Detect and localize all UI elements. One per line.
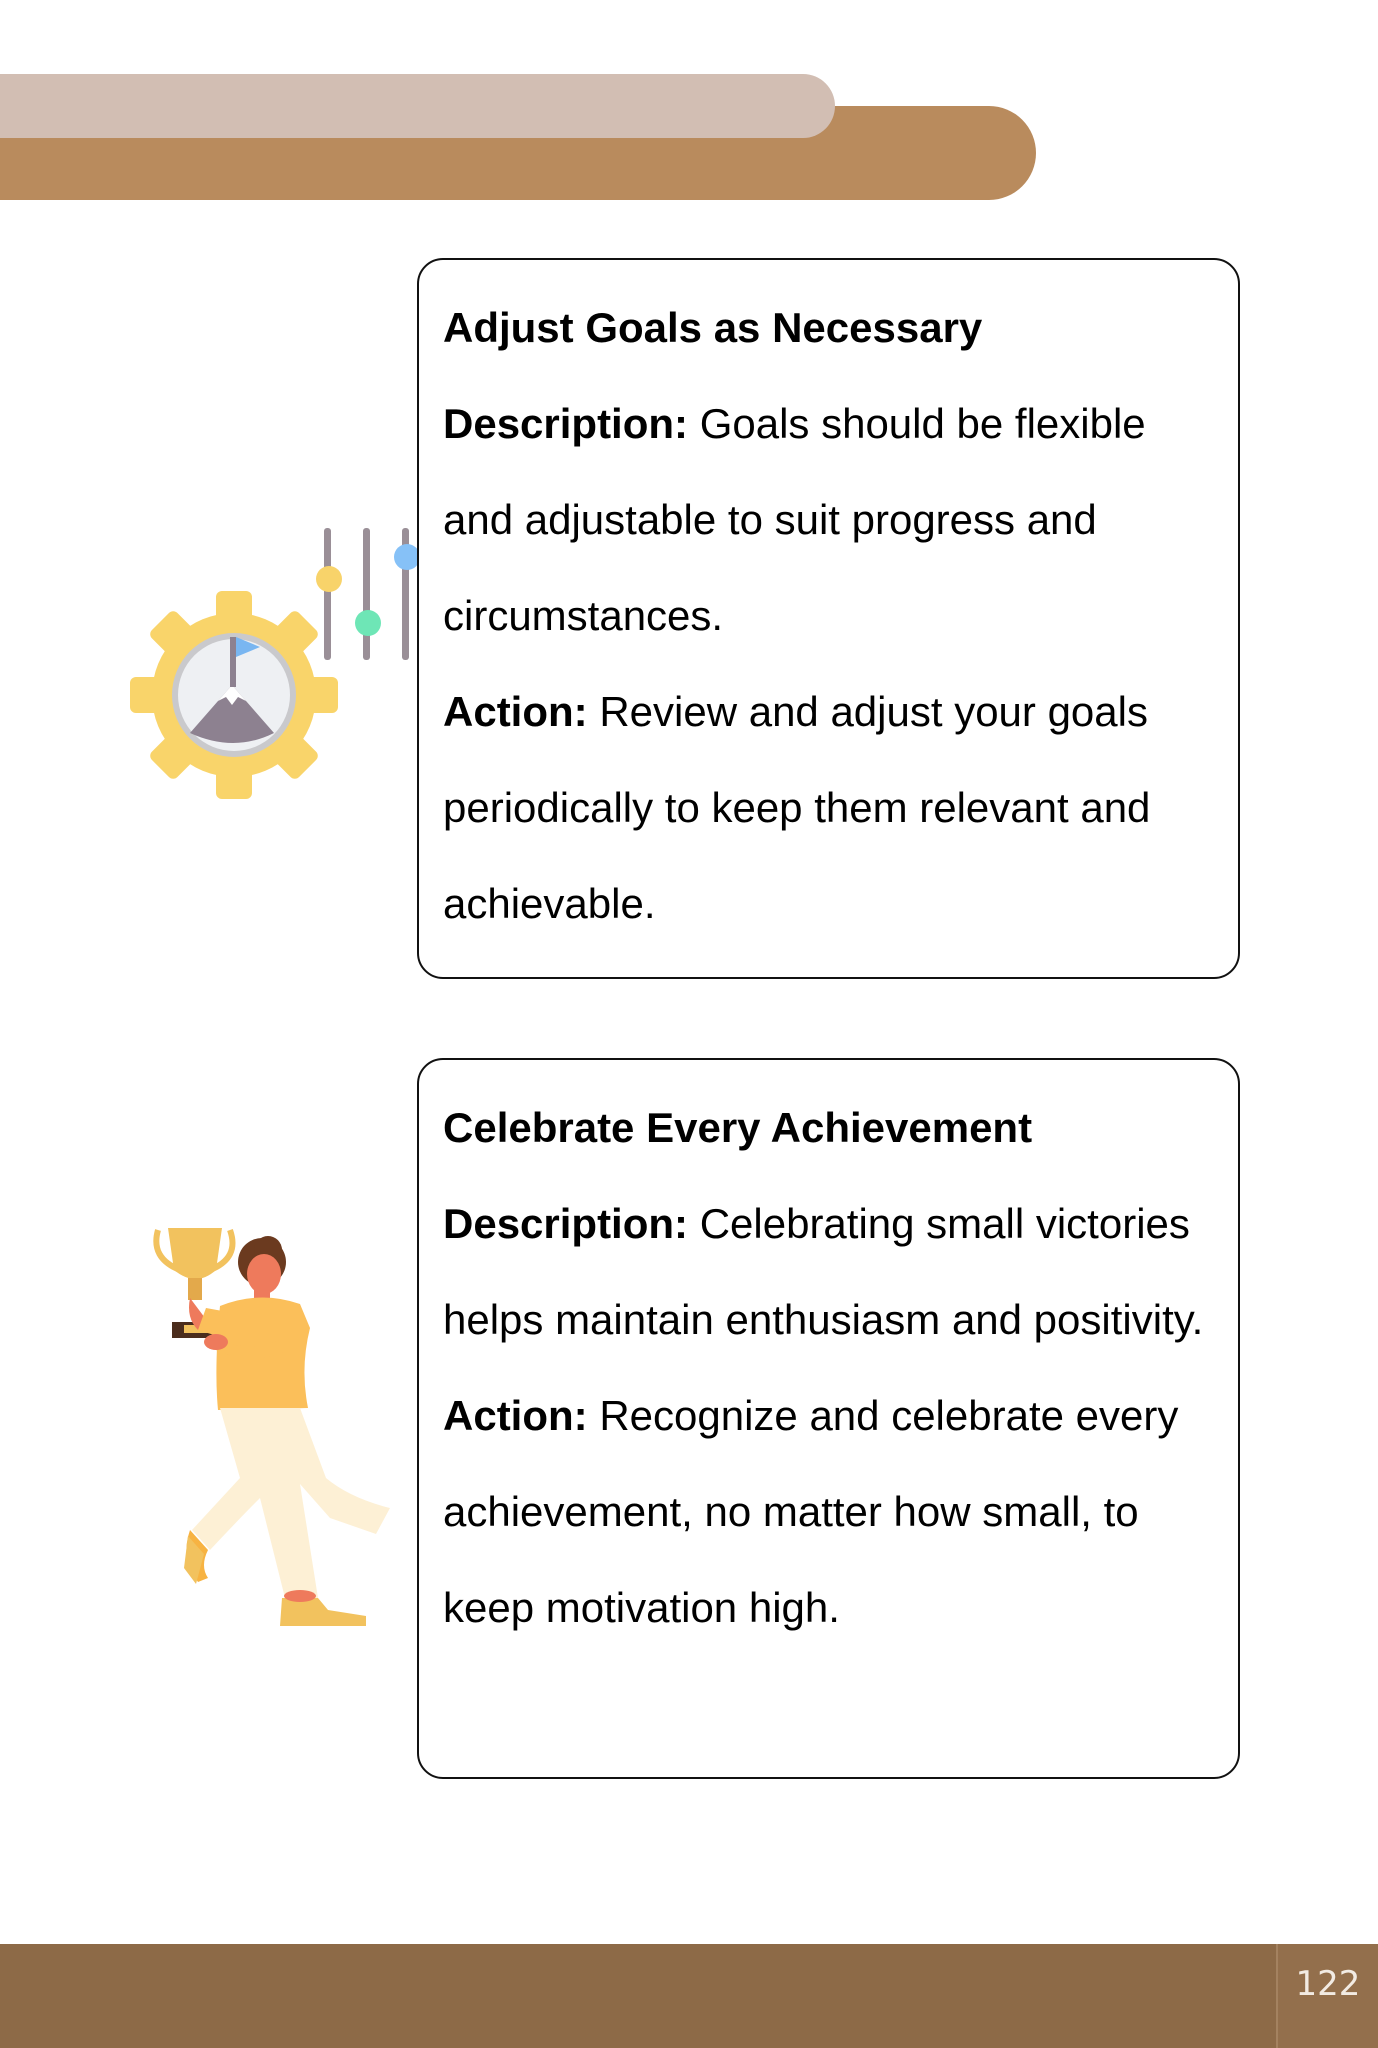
card-action [443, 1368, 1214, 1656]
card-title: Celebrate Every Achievement [443, 1104, 1033, 1151]
action-text: Review and adjust your goals periodically to keep them relevant and achievable. [443, 688, 1151, 927]
description-text: Goals should be flexible and adjustable to suit progress and circumstances. [443, 400, 1146, 639]
action-text: Recognize and celebrate every achievement, no matter how small, to keep motivation high. [443, 1392, 1179, 1631]
card-action [443, 664, 1214, 952]
description-label: Description: [443, 1200, 689, 1247]
action-label: Action: [443, 1392, 588, 1439]
header-bar-light [0, 74, 835, 138]
card-description [443, 1176, 1214, 1368]
card-celebrate-achievement [417, 1058, 1240, 1779]
description-text: Celebrating small victories helps maintain enthusiasm and positivity. [443, 1200, 1204, 1343]
goal-gear-sliders-icon [128, 520, 428, 800]
action-label: Action: [443, 688, 588, 735]
page-number: 122 [1295, 1964, 1361, 2004]
description-label: Description: [443, 400, 689, 447]
card-description [443, 376, 1214, 664]
footer-bar [0, 1944, 1378, 2048]
person-with-trophy-icon [150, 1218, 410, 1708]
card-adjust-goals [417, 258, 1240, 979]
card-title: Adjust Goals as Necessary [443, 304, 983, 351]
